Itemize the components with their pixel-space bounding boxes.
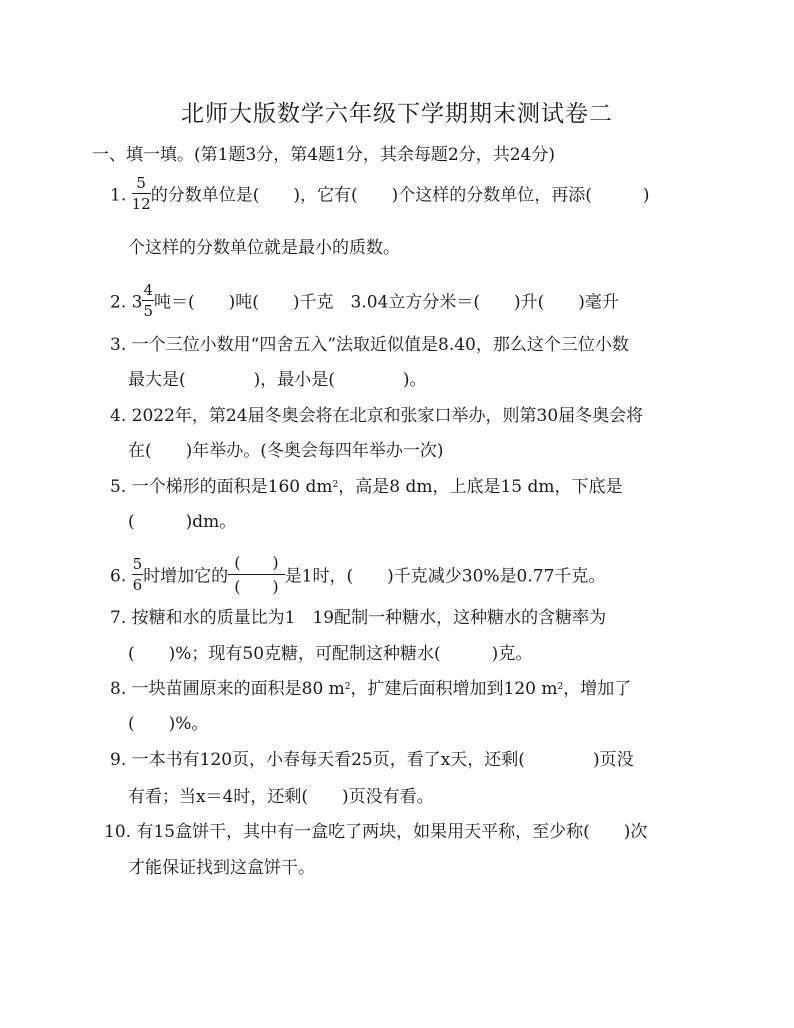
superscript: 2 bbox=[332, 480, 339, 490]
question-10 bbox=[104, 820, 647, 844]
question-text: 一本书有120页，小春每天看25页，看了x天，还剩( )页没 bbox=[131, 750, 634, 770]
question-9-continued: 有看；当x＝4时，还剩( )页没有看。 bbox=[128, 787, 434, 807]
question-text: 有15盒饼干，其中有一盒吃了两块，如果用天平称，至少称( )次 bbox=[136, 822, 648, 842]
question-8-continued: ( )%。 bbox=[128, 714, 209, 734]
superscript: 2 bbox=[557, 682, 564, 692]
question-9 bbox=[110, 748, 634, 772]
question-text: 按糖和水的质量比为1 19配制一种糖水，这种糖水的含糖率为 bbox=[131, 608, 607, 628]
mixed-number bbox=[131, 281, 154, 321]
question-5 bbox=[110, 475, 623, 499]
blank-denominator: ( ) bbox=[234, 577, 279, 596]
question-text: 是1时，( )千克减少30%是0.77千克。 bbox=[284, 566, 606, 587]
whole-part: 3 bbox=[131, 292, 143, 313]
question-7-continued: ( )%；现有50克糖，可配制这种糖水( )克。 bbox=[128, 644, 533, 664]
question-number: 8. bbox=[110, 679, 127, 699]
question-number: 6. bbox=[110, 566, 127, 587]
question-text: 时增加它的 bbox=[143, 566, 229, 587]
question-number: 4. bbox=[110, 406, 127, 426]
question-10-continued: 才能保证找到这盒饼干。 bbox=[128, 858, 315, 878]
denominator: 5 bbox=[143, 302, 154, 320]
section-heading: 一、填一填。(第1题3分，第4题1分，其余每题2分，共24分) bbox=[92, 145, 555, 165]
question-number: 3. bbox=[110, 335, 127, 355]
page-title: 北师大版数学六年级下学期期末测试卷二 bbox=[181, 101, 613, 127]
blank-numerator: ( ) bbox=[228, 555, 285, 575]
question-7 bbox=[110, 606, 606, 630]
question-number: 9. bbox=[110, 750, 127, 770]
blank-fraction[interactable] bbox=[228, 555, 285, 595]
fraction bbox=[132, 176, 151, 212]
numerator: 4 bbox=[143, 281, 154, 299]
numerator: 5 bbox=[132, 555, 143, 573]
question-2 bbox=[110, 281, 619, 321]
question-number: 2. bbox=[110, 292, 127, 313]
question-text: ，扩建后面积增加到120 m bbox=[350, 679, 558, 699]
question-text: ，高是8 dm，上底是15 dm，下底是 bbox=[338, 477, 623, 497]
question-5-continued: ( )dm。 bbox=[128, 512, 237, 532]
question-1-continued: 个这样的分数单位就是最小的质数。 bbox=[128, 238, 400, 258]
denominator: 6 bbox=[132, 576, 143, 594]
question-4-continued: 在( )年举办。(冬奥会每四年举办一次) bbox=[128, 441, 444, 461]
question-3-continued: 最大是( )，最小是( )。 bbox=[128, 370, 427, 390]
question-3 bbox=[110, 333, 629, 357]
numerator: 5 bbox=[132, 176, 151, 194]
question-6 bbox=[110, 553, 606, 597]
question-1 bbox=[110, 174, 650, 214]
question-8 bbox=[110, 677, 631, 701]
question-text: 一块苗圃原来的面积是80 m bbox=[131, 679, 345, 699]
question-4 bbox=[110, 404, 643, 428]
question-number: 1. bbox=[110, 185, 127, 206]
question-text: 一个三位小数用“四舍五入”法取近似值是8.40，那么这个三位小数 bbox=[131, 335, 629, 355]
fraction bbox=[142, 283, 154, 319]
question-text: 吨＝( )吨( )千克 3.04立方分米＝( )升( )毫升 bbox=[154, 292, 619, 313]
question-number: 7. bbox=[110, 608, 127, 628]
question-text: 2022年，第24届冬奥会将在北京和张家口举办，则第30届冬奥会将 bbox=[131, 406, 644, 426]
question-number: 5. bbox=[110, 477, 127, 497]
question-number: 10. bbox=[104, 822, 132, 842]
superscript: 2 bbox=[344, 682, 351, 692]
denominator: 12 bbox=[131, 195, 151, 213]
question-text: ，增加了 bbox=[563, 679, 632, 699]
question-text: 一个梯形的面积是160 dm bbox=[131, 477, 333, 497]
fraction bbox=[132, 557, 144, 593]
question-text: 的分数单位是( )，它有( )个这样的分数单位，再添( ) bbox=[150, 185, 650, 206]
